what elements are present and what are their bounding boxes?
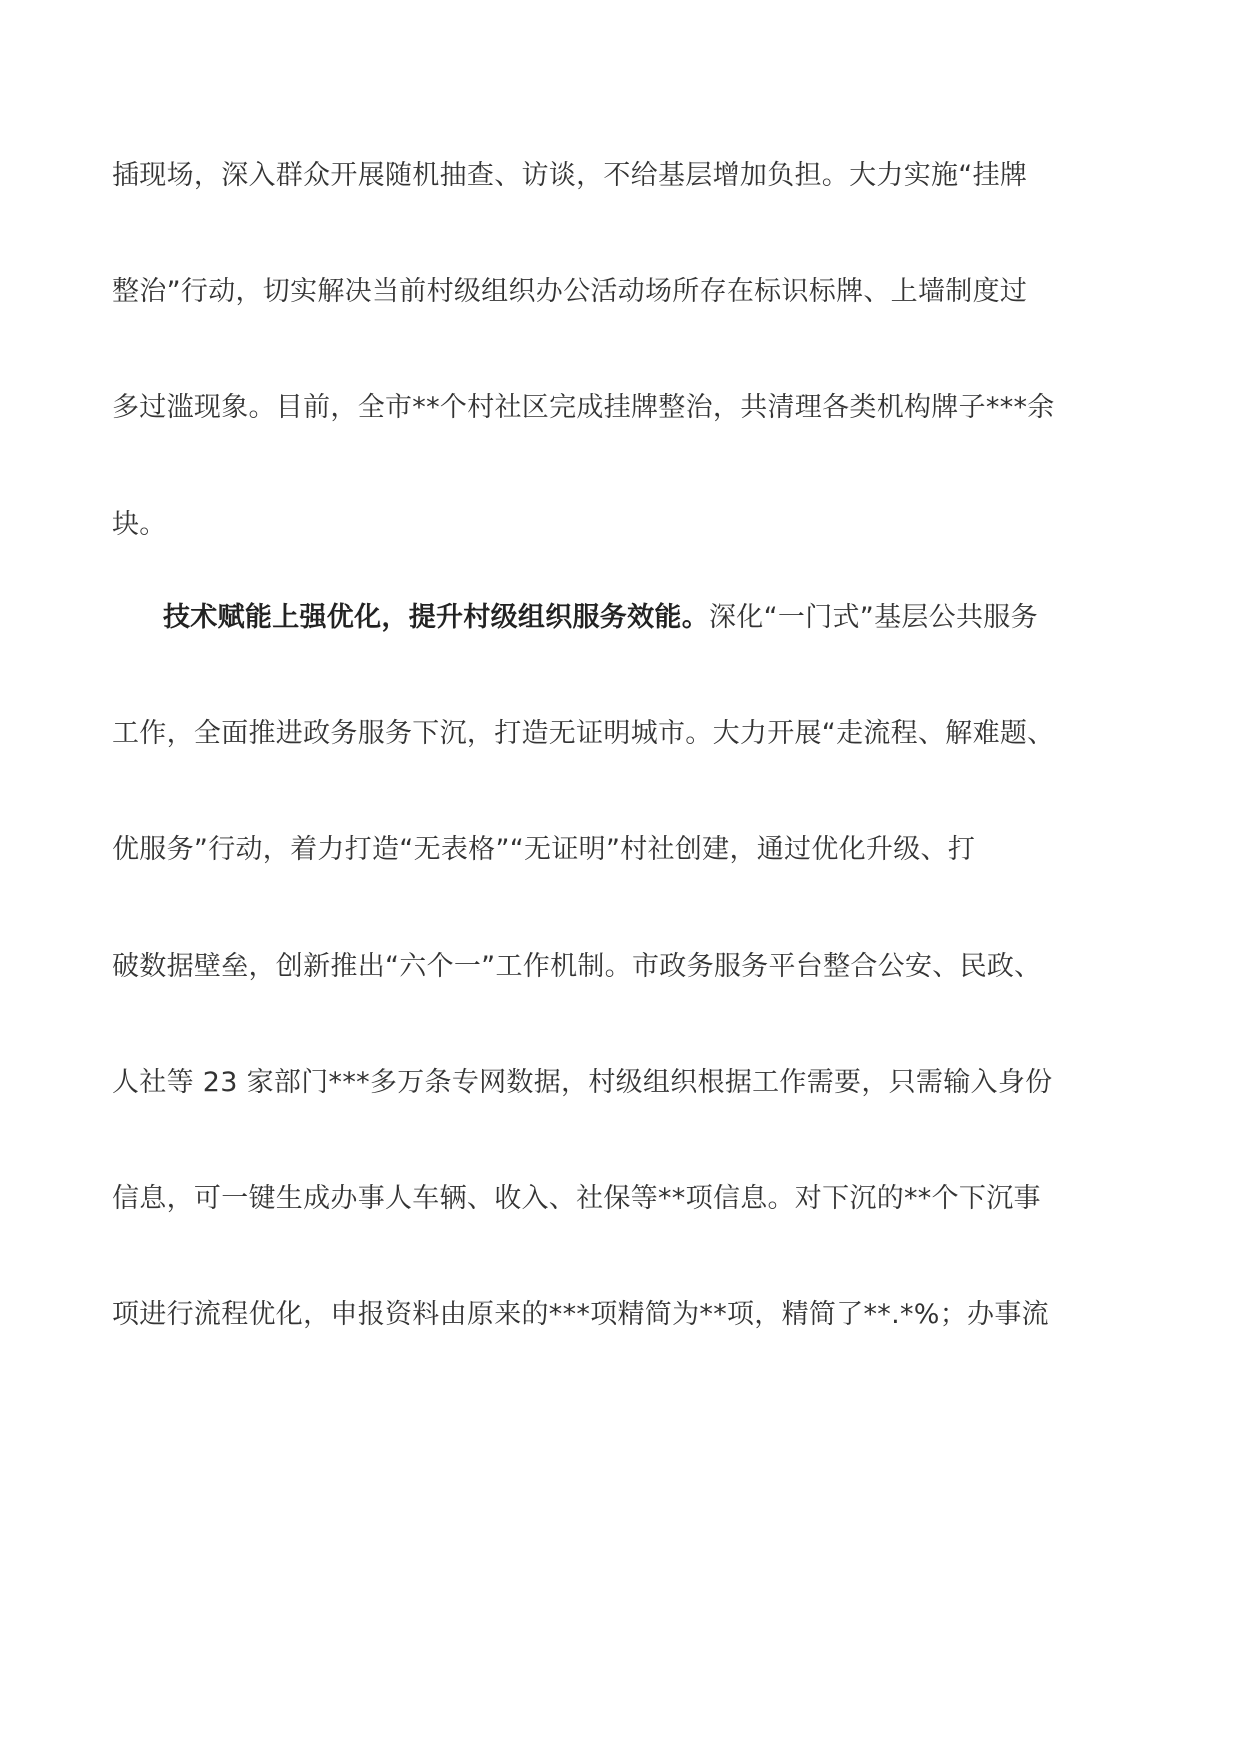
paragraph-2-line-3: 优服务”行动，着力打造“无表格”“无证明”村社创建，通过优化升级、打: [112, 834, 976, 865]
paragraph-1-line-3: 多过滥现象。目前，全市**个村社区完成挂牌整治，共清理各类机构牌子***余: [112, 392, 1055, 423]
paragraph-2-line-1: [163, 598, 1153, 638]
paragraph-2-line-6: 信息，可一键生成办事人车辆、收入、社保等**项信息。对下沉的**个下沉事: [112, 1183, 1041, 1214]
paragraph-1-line-2: 整治”行动，切实解决当前村级组织办公活动场所存在标识标牌、上墙制度过: [112, 276, 1028, 307]
paragraph-2-first-line-text: 深化“一门式”基层公共服务: [709, 602, 1038, 633]
paragraph-1-line-4: 块。: [112, 509, 167, 540]
paragraph-2-line-7: 项进行流程优化，申报资料由原来的***项精简为**项，精简了**.*%；办事流: [112, 1299, 1049, 1330]
paragraph-1-line-1: 插现场，深入群众开展随机抽查、访谈，不给基层增加负担。大力实施“挂牌: [112, 160, 1028, 191]
paragraph-2-line-4: 破数据壁垒，创新推出“六个一”工作机制。市政务服务平台整合公安、民政、: [112, 951, 1042, 982]
paragraph-2-line-5: 人社等 23 家部门***多万条专网数据，村级组织根据工作需要，只需输入身份: [112, 1067, 1053, 1098]
paragraph-2-line-2: 工作，全面推进政务服务下沉，打造无证明城市。大力开展“走流程、解难题、: [112, 718, 1055, 749]
paragraph-2-heading: 技术赋能上强优化，提升村级组织服务效能。: [163, 602, 709, 633]
